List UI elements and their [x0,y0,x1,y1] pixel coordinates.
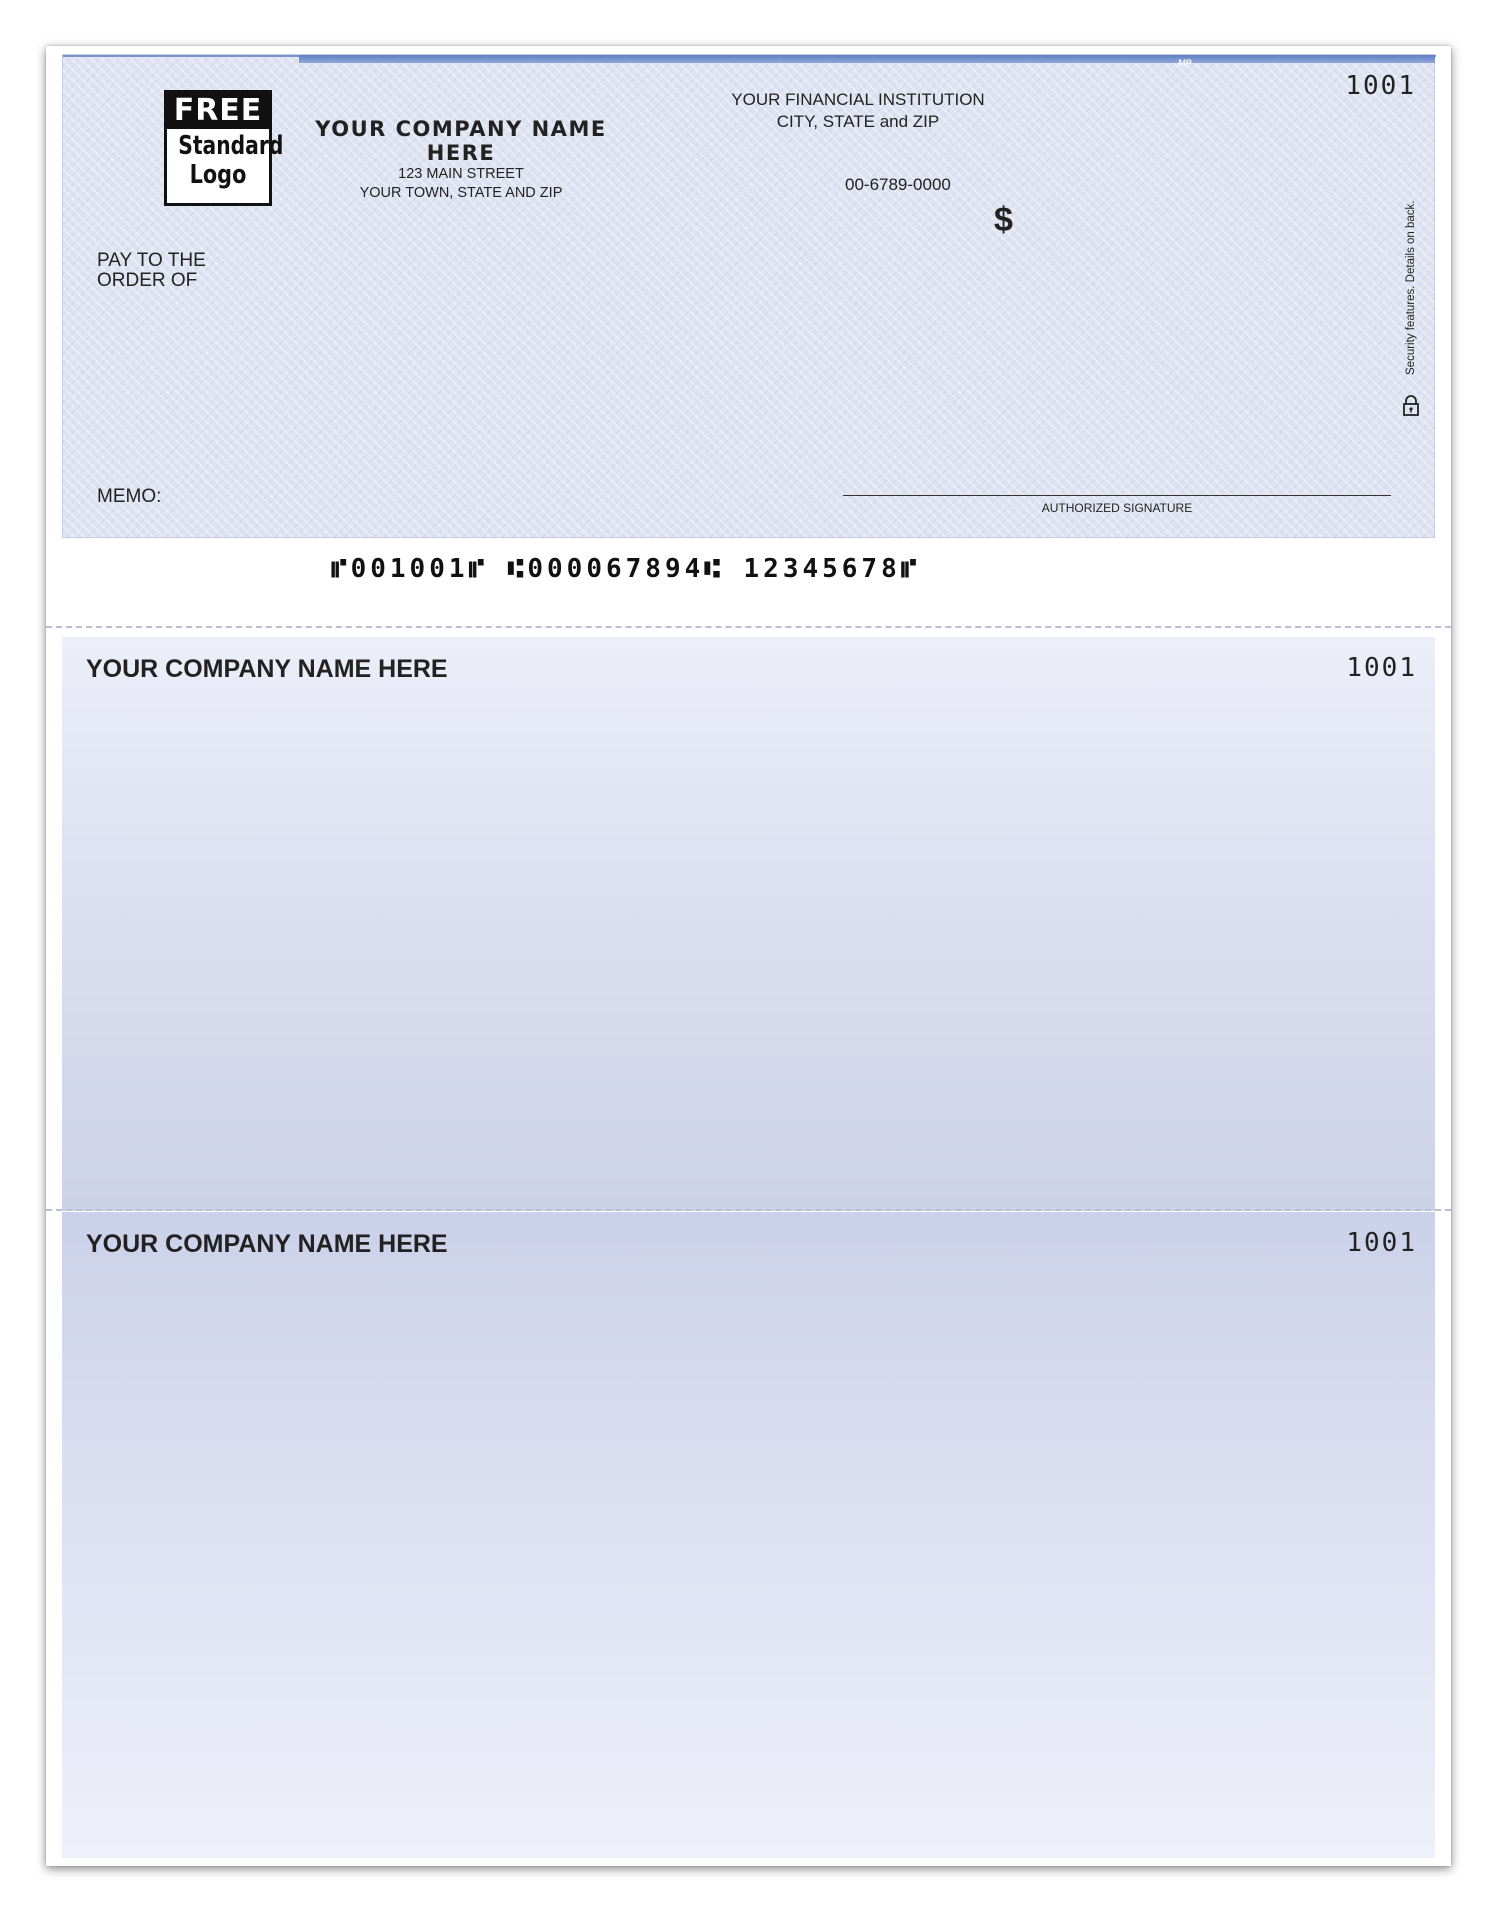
bank-name: YOUR FINANCIAL INSTITUTION [731,90,985,109]
logo-free-text: FREE [167,93,269,129]
top-color-band [299,55,1435,63]
company-city: YOUR TOWN, STATE AND ZIP [359,185,563,201]
stub-check-number: 1001 [1346,1228,1417,1258]
mp-mark: MP [1178,58,1192,68]
company-address-block [295,117,627,203]
company-street: 123 MAIN STREET [398,166,524,182]
perforation-line-1 [46,626,1451,628]
pay-to-line2: ORDER OF [97,270,198,291]
check-face [62,54,1435,538]
signature-line [843,495,1391,496]
signature-label: AUTHORIZED SIGNATURE [1041,501,1193,515]
stub-check-number: 1001 [1346,653,1417,683]
stub-company-name: YOUR COMPANY NAME HERE [86,655,448,683]
logo [164,90,284,206]
fractional-routing: 00-6789-0000 [845,175,951,194]
stub-2 [62,1212,1435,1858]
company-name: YOUR COMPANY NAME HERE [315,117,607,165]
check-sheet [46,46,1451,1866]
dollar-sign: $ [994,201,1013,239]
pay-to-line1: PAY TO THE [97,250,206,271]
stub-company-name: YOUR COMPANY NAME HERE [86,1230,448,1258]
check-number: 1001 [1345,71,1416,101]
bank-city: CITY, STATE and ZIP [776,112,940,131]
perforation-line-2 [46,1209,1451,1211]
memo-label: MEMO: [97,486,162,507]
logo-standard-text: Standard [178,131,284,161]
logo-logo-text: Logo [189,160,247,190]
stub-1 [62,637,1435,1211]
bank-block [723,89,993,133]
micr-line: ⑈001001⑈ ⑆000067894⑆ 12345678⑈ [331,554,921,584]
security-note: Security features. Details on back. [1405,200,1417,375]
pay-to-label [97,251,206,291]
lock-icon [1402,395,1420,422]
